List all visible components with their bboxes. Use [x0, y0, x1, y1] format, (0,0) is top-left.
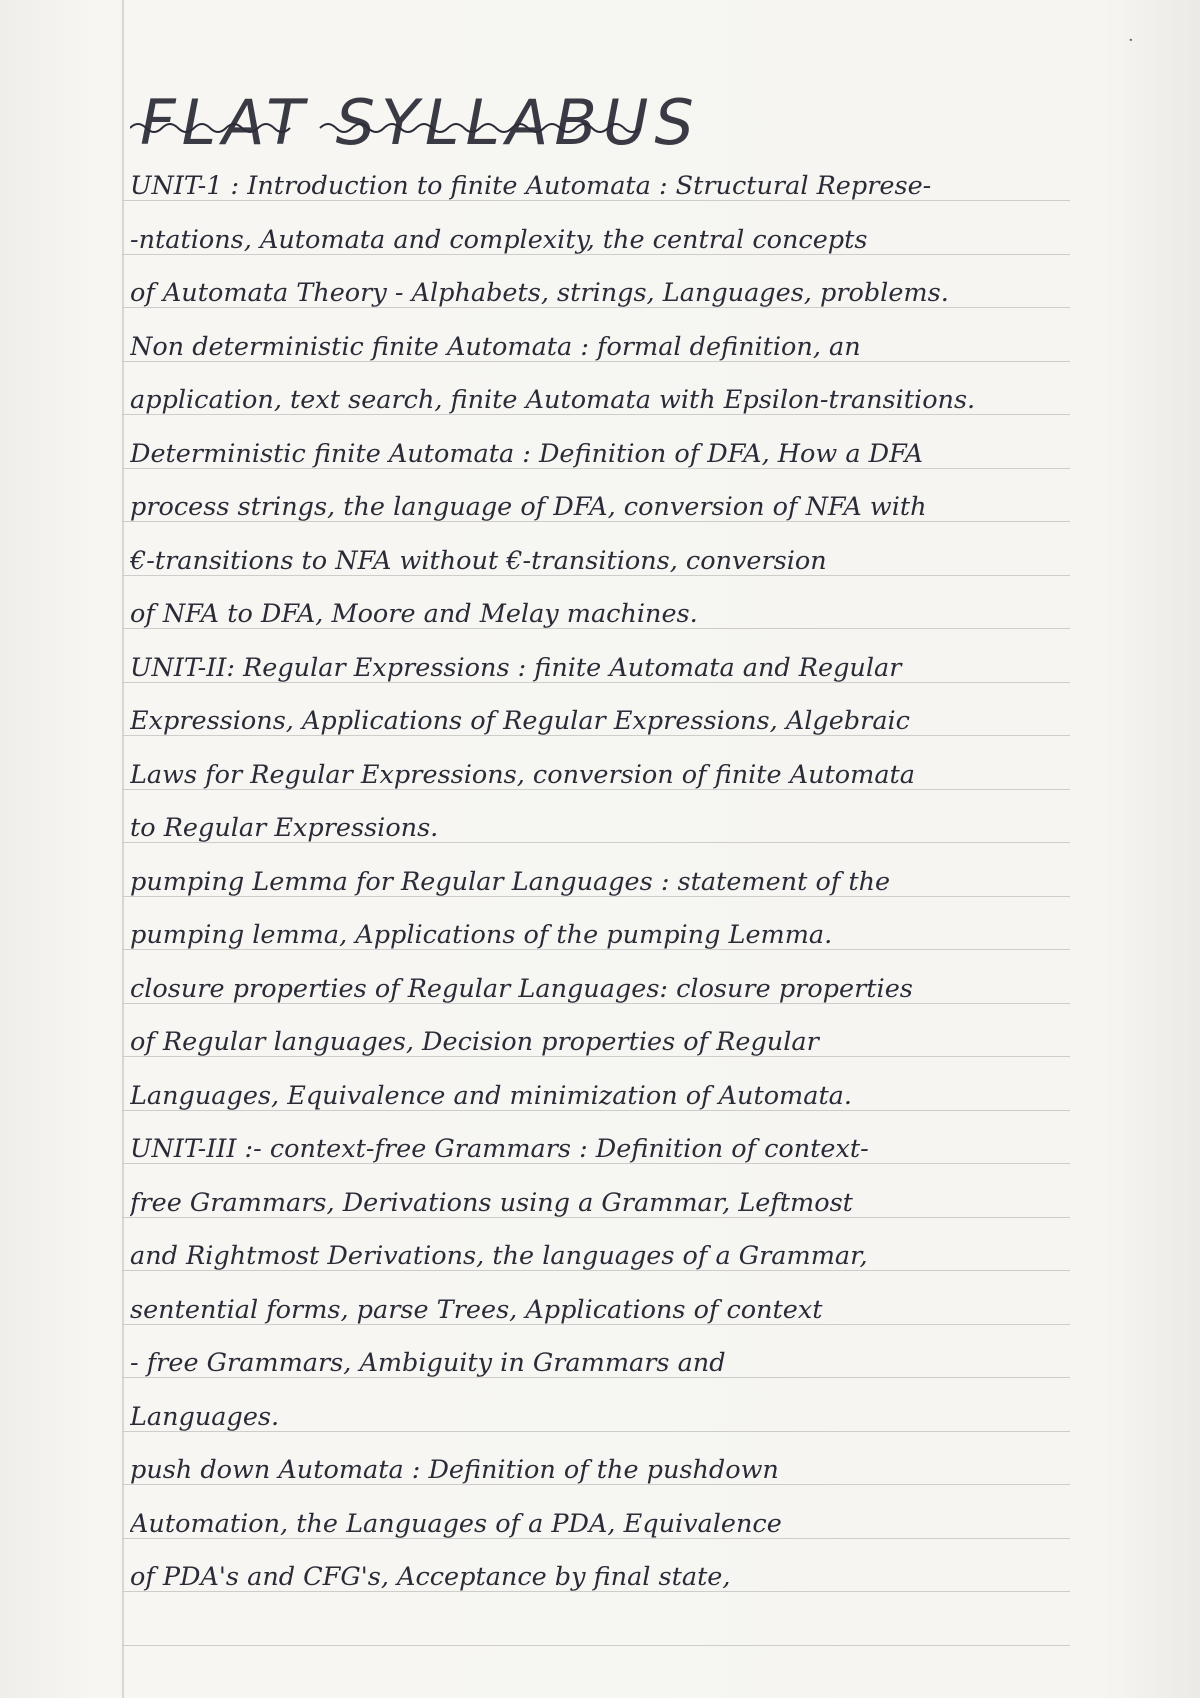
syllabus-text: [130, 160, 1070, 1605]
ruled-line: [122, 1645, 1070, 1646]
syllabus-line: pumping lemma, Applications of the pumping Lemma.: [130, 920, 833, 950]
syllabus-line: to Regular Expressions.: [130, 813, 439, 843]
syllabus-line: - free Grammars, Ambiguity in Grammars and: [130, 1348, 726, 1378]
syllabus-line: process strings, the language of DFA, conversion of NFA with: [130, 492, 927, 522]
syllabus-line: Deterministic finite Automata : Definition of DFA, How a DFA: [130, 438, 923, 469]
syllabus-line: of Regular languages, Decision properties of Regular: [130, 1027, 819, 1057]
syllabus-line: of Automata Theory - Alphabets, strings, Languages, problems.: [130, 278, 949, 308]
syllabus-line: Languages, Equivalence and minimization of Automata.: [130, 1080, 852, 1111]
syllabus-line: Languages.: [130, 1401, 280, 1432]
syllabus-line: UNIT-1 : Introduction to finite Automata : Structural Represe-: [130, 171, 932, 201]
syllabus-line: Non deterministic finite Automata : formal definition, an: [130, 331, 861, 362]
syllabus-line: UNIT-II: Regular Expressions : finite Automata and Regular: [130, 652, 902, 683]
syllabus-line: UNIT-III :- context-free Grammars : Definition of context-: [130, 1134, 869, 1164]
syllabus-line: push down Automata : Definition of the pushdown: [130, 1455, 779, 1485]
syllabus-line: -ntations, Automata and complexity, the central concepts: [130, 224, 868, 255]
syllabus-line: Laws for Regular Expressions, conversion of finite Automata: [130, 759, 915, 790]
syllabus-line: free Grammars, Derivations using a Grammar, Leftmost: [130, 1187, 853, 1218]
syllabus-line: pumping Lemma for Regular Languages : statement of the: [130, 866, 891, 897]
syllabus-line: of PDA's and CFG's, Acceptance by final state,: [130, 1562, 731, 1592]
page-title: FLAT SYLLABUS: [140, 85, 700, 159]
syllabus-line: €-transitions to NFA without €-transitions, conversion: [130, 545, 827, 576]
syllabus-line: of NFA to DFA, Moore and Melay machines.: [130, 599, 698, 629]
syllabus-line: application, text search, finite Automata with Epsilon-transitions.: [130, 385, 976, 415]
corner-mark: ·: [1128, 30, 1134, 51]
syllabus-line: Expressions, Applications of Regular Expressions, Algebraic: [130, 706, 910, 736]
syllabus-line: sentential forms, parse Trees, Applications of context: [130, 1294, 823, 1325]
title-underline: [130, 118, 730, 138]
syllabus-line: closure properties of Regular Languages: closure properties: [130, 973, 913, 1004]
syllabus-line: and Rightmost Derivations, the languages of a Grammar,: [130, 1241, 868, 1271]
margin-line: [122, 0, 124, 1698]
syllabus-line: Automation, the Languages of a PDA, Equivalence: [130, 1508, 782, 1539]
